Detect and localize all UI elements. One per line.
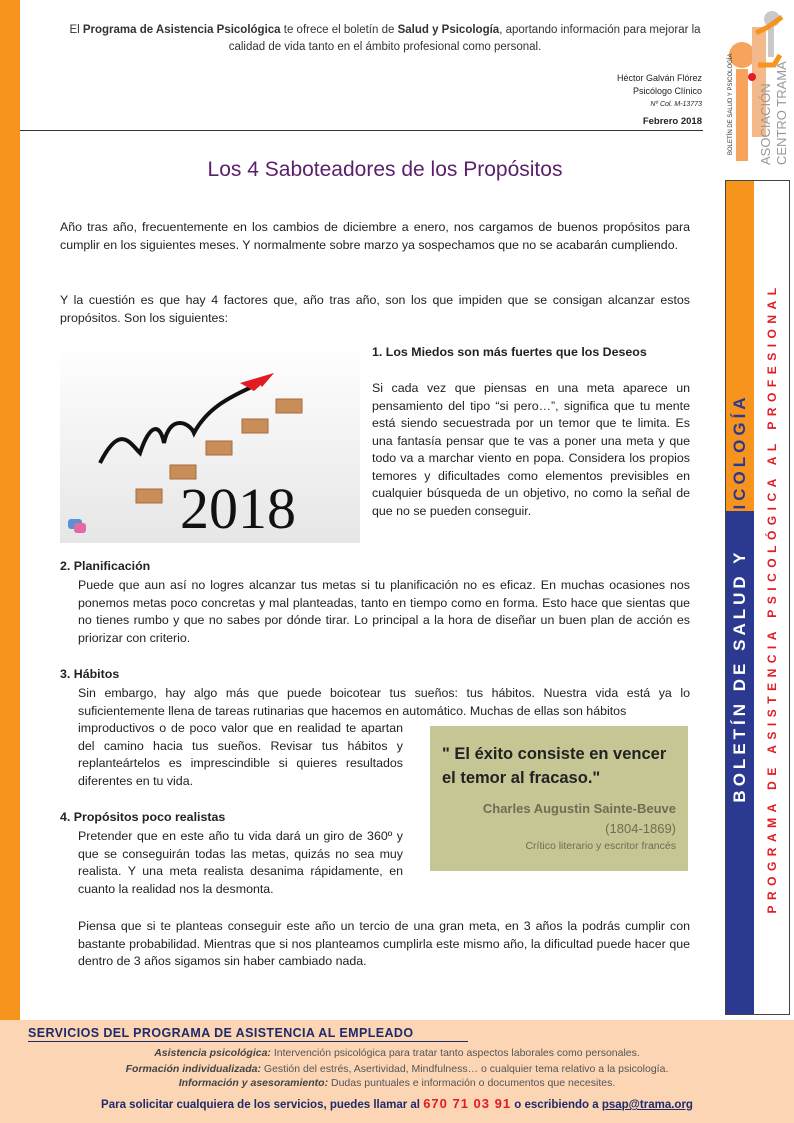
svg-text:BOLETÍN DE SALUD Y PSICOLOGÍA: BOLETÍN DE SALUD Y PSICOLOGÍA: [728, 53, 734, 155]
section-4-title: 4. Propósitos poco realistas: [60, 810, 226, 824]
intro-paragraph-1: Año tras año, frecuentemente en los cambios de diciembre a enero, nos cargamos de buenos propósitos para cumplir en los siguientes meses. Y normalmente sobre marzo ya sospechamos que no se acabarán cumpliendo.: [60, 220, 690, 252]
section-1-text: Si cada vez que piensas en una meta aparece un pensamiento del tipo “si pero…”, significa que tu mente está siendo secuestrada por un temor que te limita. Es una fantasía pensar que te vas a poner una meta y que todo va a marchar viento en popa. Considera los propios temores y dificultades como elementos previsibles en cualquier búsqueda de un objetivo, no como la señal de que no se pueden conseguir.: [372, 381, 690, 518]
section-4-text: Pretender que en este año tu vida dará un giro de 360º y que se conseguirán todas las metas, quizás no sea muy realista. Y una meta realista desanima rápidamente, en cuanto la realidad nos la desmonta.: [78, 829, 403, 896]
footer-service-3: Información y asesoramiento: Dudas puntuales e información o documentos que necesites.: [178, 1077, 616, 1089]
section-3-text-a: Sin embargo, hay algo más que puede boicotear tus sueños: tus hábitos. Nuestra vida está ya lo suficientemente llena de tareas rutinarias que hacemos en automático. Muchas de ellas son hábitos: [78, 686, 690, 718]
centro-trama-logo: [722, 5, 792, 165]
header-divider: [20, 130, 703, 131]
author-license: Nº Col. M-13773: [650, 101, 702, 108]
section-2-text: Puede que aun así no logres alcanzar tus metas si tu planificación no es eficaz. En muchas ocasiones nos ponemos metas poco concretas y mal planteadas, tanto en tiempo como en forma. Esto hace que sientas que no tienes rumbo y que no sabes por dónde tirar. Lo principal a la hora de diseñar un buen plan de acción es priorizar con criterio.: [78, 578, 690, 645]
svg-text:2018: 2018: [180, 476, 296, 541]
footer-service-1: Asistencia psicológica: Intervención psicológica para tratar tanto aspectos laborales como personales.: [154, 1047, 640, 1059]
section-2-title: 2. Planificación: [60, 559, 151, 573]
stairs-2018-image: [60, 343, 360, 543]
footer-title: SERVICIOS DEL PROGRAMA DE ASISTENCIA AL EMPLEADO: [28, 1026, 414, 1040]
author-block: [617, 72, 702, 111]
quote-text: " El éxito consiste en vencer el temor al fracaso.": [442, 745, 667, 787]
sidebar-banner: [725, 180, 790, 1015]
quote-box: [430, 726, 688, 871]
issue-date: Febrero 2018: [642, 116, 702, 127]
footer-services: [0, 1020, 794, 1123]
footer-title-rule: [28, 1041, 468, 1042]
left-accent-bar: [0, 0, 20, 1020]
author-title: Psicólogo Clínico: [632, 86, 702, 96]
quote-author: Charles Augustin Sainte-Beuve: [482, 801, 676, 816]
svg-text:ASOCIACIÓN: ASOCIACIÓN: [758, 83, 773, 165]
closing-paragraph: Piensa que si te planteas conseguir este año un tercio de una gran meta, en 3 años la podrás cumplir con bastante probabilidad. Mientras que si nos planteamos cumplirla este mismo año, la dificultad puede hacer que dentro de 3 años sigamos sin haber cambiado nada.: [78, 919, 690, 968]
article-title: Los 4 Saboteadores de los Propósitos: [207, 158, 563, 181]
svg-text:CENTRO TRAMA: CENTRO TRAMA: [774, 61, 789, 165]
footer-service-2: Formación individualizada: Gestión del estrés, Asertividad, Mindfulness… o cualquier tema relativo a la psicología.: [125, 1063, 669, 1075]
author-name: Héctor Galván Flórez: [616, 73, 702, 83]
footer-contact: Para solicitar cualquiera de los servicios, puedes llamar al 670 71 03 91 o escribiendo a psap@trama.org: [101, 1096, 693, 1111]
sidebar-subtitle: PROGRAMA DE ASISTENCIA PSICOLÓGICA AL PROFESIONAL: [765, 281, 779, 914]
phone-number[interactable]: 670 71 03 91: [423, 1096, 512, 1111]
section-3-text-b: improductivos o de poco valor que en realidad te apartan del camino hacia tus sueños. Revisar tus hábitos y replanteártelos es imprescindible si quieres resultados diferentes en tu vida.: [78, 721, 403, 788]
section-3-title: 3. Hábitos: [60, 667, 120, 681]
intro-paragraph-2: Y la cuestión es que hay 4 factores que, año tras año, son los que impiden que se consigan alcanzar estos propósitos. Son los siguientes:: [60, 293, 690, 325]
quote-role: Crítico literario y escritor francés: [525, 840, 676, 852]
header-intro: El Programa de Asistencia Psicológica te ofrece el boletín de Salud y Psicología, aportando información para mejorar la calidad de vida tanto en el ámbito profesional como personal.: [69, 24, 701, 53]
email-link[interactable]: psap@trama.org: [601, 1099, 693, 1111]
section-1-title: 1. Los Miedos son más fuertes que los Deseos: [372, 345, 647, 359]
quote-years: (1804-1869): [605, 821, 676, 836]
sidebar-title: BOLETÍN DE SALUD Y PSICOLOGÍA: [730, 392, 749, 803]
